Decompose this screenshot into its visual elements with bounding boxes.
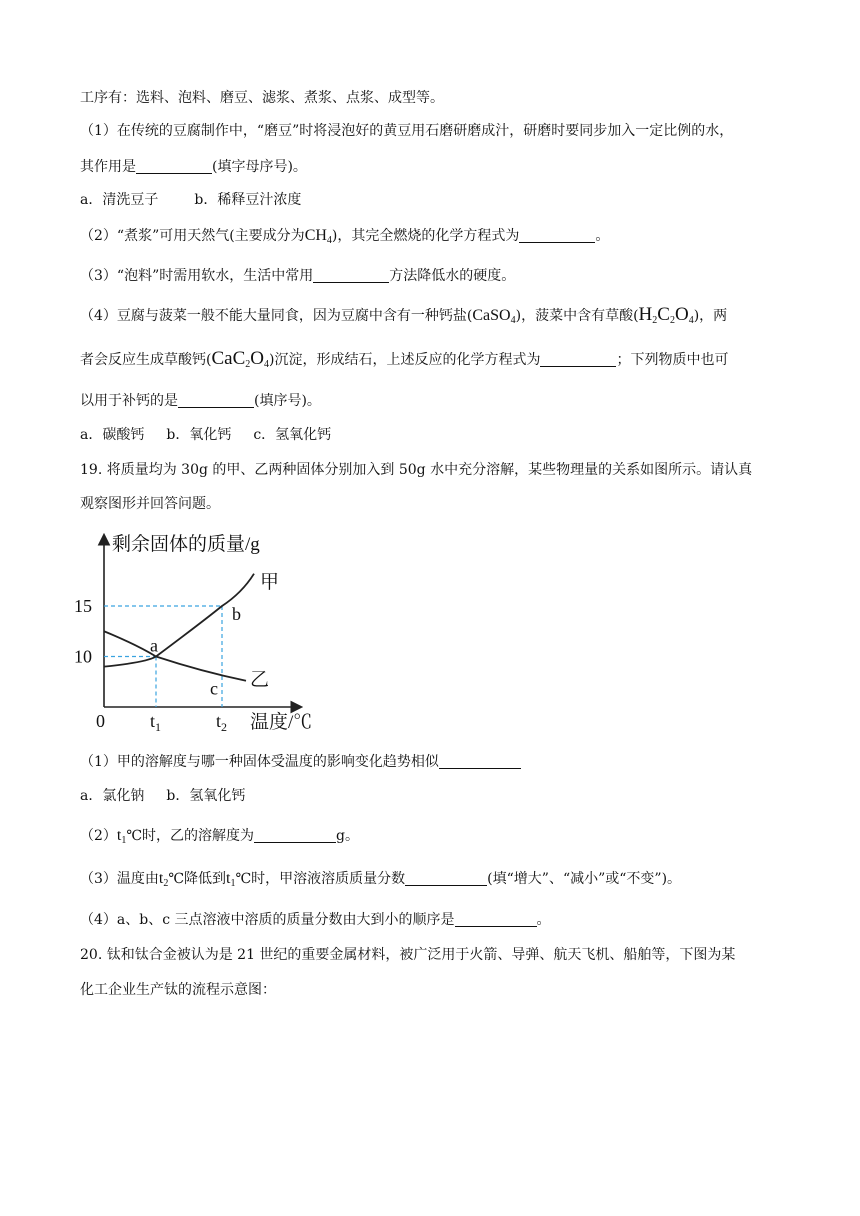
q18-part2-line	[80, 226, 609, 251]
q18-part2-text-a: （2）“煮浆”可用天然气(主要成分为	[80, 228, 305, 244]
point-label-c: c	[210, 678, 218, 699]
symbol-t1-b: $t_1$	[226, 870, 236, 889]
q18-part1-line2	[80, 157, 307, 177]
q18-part1-text-a: 其作用是	[80, 159, 136, 175]
q18-part4-option-a: a．碳酸钙	[80, 427, 145, 443]
symbol-t1: $t_1$	[116, 827, 127, 846]
q18-part4-text-b: )，菠菜中含有草酸(	[515, 308, 639, 324]
q19-part2-text-c: g。	[336, 828, 360, 844]
formula-caso4: CaSO$_4$	[472, 307, 516, 326]
q19-part2-blank[interactable]	[254, 827, 336, 843]
formula-cac2o4: $CaC_2O_4$	[211, 348, 269, 370]
q18-part4-line2-c: ；下列物质中也可	[616, 352, 729, 368]
q18-part4-option-b: b．氧化钙	[166, 427, 232, 443]
q18-part1-line1: （1）在传统的豆腐制作中，“磨豆”时将浸泡好的黄豆用石磨研磨成汁，研磨时要同步加入一定比例的水，	[80, 123, 734, 139]
q19-option-b: b．氢氧化钙	[166, 788, 246, 804]
symbol-t2: $t_2$	[158, 870, 169, 889]
q18-part4-choice-blank[interactable]	[178, 392, 254, 408]
point-label-b: b	[232, 604, 241, 624]
q19-part2-line	[80, 826, 359, 851]
q19-part3-text-a: （3）温度由	[80, 871, 159, 887]
x-tick-t2: $t_2$	[216, 711, 228, 734]
q18-part1-text-b: (填字母序号)。	[212, 159, 307, 175]
point-label-a: a	[150, 635, 158, 656]
q18-part4-line3	[80, 391, 321, 411]
q19-part4-text-b: 。	[536, 912, 551, 928]
q19-part1-text: （1）甲的溶解度与哪一种固体受温度的影响变化趋势相似	[80, 754, 439, 770]
q18-part4-line2-a: 者会反应生成草酸钙(	[80, 352, 212, 368]
q18-part4-options	[80, 425, 331, 445]
q19-part3-blank[interactable]	[405, 870, 487, 886]
q18-part3-line	[80, 266, 515, 286]
q19-part2-text-b: ℃时，乙的溶解度为	[126, 828, 255, 844]
q18-part2-text-b: )，其完全燃烧的化学方程式为	[331, 228, 520, 244]
q19-part3-text-c: ℃时，甲溶液溶质质量分数	[235, 871, 406, 887]
q19-option-a: a．氯化钠	[80, 788, 145, 804]
q18-part3-blank[interactable]	[313, 267, 389, 283]
q19-part2-text-a: （2）	[80, 828, 117, 844]
formula-h2c2o4: $H_2C_2O_4$	[638, 304, 694, 326]
q18-option-a: a．清洗豆子	[80, 192, 159, 208]
q19-part4-line	[80, 910, 551, 930]
series-label-jia: 甲	[260, 572, 280, 593]
q18-part3-text-a: （3）“泡料”时需用软水，生活中常用	[80, 268, 314, 284]
q18-part4-line3-b: (填序号)。	[254, 393, 321, 409]
q18-part2-text-c: 。	[595, 228, 610, 244]
q18-part4-equation-blank[interactable]	[540, 351, 616, 367]
q18-part4-option-c: c．氢氧化钙	[253, 427, 332, 443]
q19-part4-text-a: （4）a、b、c 三点溶液中溶质的质量分数由大到小的顺序是	[80, 912, 455, 928]
q18-part4-text-c: )，两	[693, 308, 728, 324]
q18-option-b: b．稀释豆汁浓度	[194, 192, 302, 208]
q18-part3-text-b: 方法降低水的硬度。	[389, 268, 516, 284]
x-axis-label: 温度/℃	[250, 712, 313, 733]
q19-part1-line	[80, 752, 521, 772]
y-tick-10: 10	[74, 646, 92, 667]
q18-part1-options	[80, 190, 301, 210]
q19-stem-line1: 19. 将质量均为 30g 的甲、乙两种固体分别加入到 50g 水中充分溶解，某些物理量的关系如图所示。请认真	[80, 462, 753, 478]
y-axis-label: 剩余固体的质量/g	[112, 534, 260, 555]
chart-curves	[104, 574, 254, 681]
q18-part1-blank[interactable]	[136, 158, 212, 174]
q19-part1-options	[80, 786, 245, 806]
q20-line1: 20. 钛和钛合金被认为是 21 世纪的重要金属材料，被广泛用于火箭、导弹、航天飞机、船舶等，下图为某	[80, 947, 736, 963]
q19-part3-text-b: ℃降低到	[168, 871, 227, 887]
q19-part1-blank[interactable]	[439, 753, 521, 769]
q20-line2: 化工企业生产钛的流程示意图：	[80, 982, 276, 998]
q18-part4-text-a: （4）豆腐与菠菜一般不能大量同食，因为豆腐中含有一种钙盐(	[80, 308, 473, 324]
x-tick-0: 0	[96, 711, 105, 731]
q19-part3-text-d: (填“增大”、“减小”或“不变”)。	[487, 871, 682, 887]
solubility-chart	[74, 524, 334, 734]
q18-part2-blank[interactable]	[519, 227, 595, 243]
q18-part4-line1	[80, 305, 727, 331]
y-tick-15: 15	[74, 596, 92, 616]
q19-part3-line	[80, 869, 681, 894]
q18-part4-line2-b: )沉淀，形成结石，上述反应的化学方程式为	[268, 352, 541, 368]
q19-part4-blank[interactable]	[455, 911, 537, 927]
intro-line: 工序有：选料、泡料、磨豆、滤浆、煮浆、点浆、成型等。	[80, 90, 444, 106]
x-tick-t1: $t_1$	[150, 711, 162, 734]
q18-part4-line3-a: 以用于补钙的是	[80, 393, 178, 409]
chart-guides	[104, 606, 222, 707]
q18-part4-line2	[80, 349, 728, 375]
series-label-yi: 乙	[250, 669, 270, 691]
q19-stem-line2: 观察图形并回答问题。	[80, 496, 220, 512]
formula-ch4: $CH_4$	[304, 227, 332, 246]
